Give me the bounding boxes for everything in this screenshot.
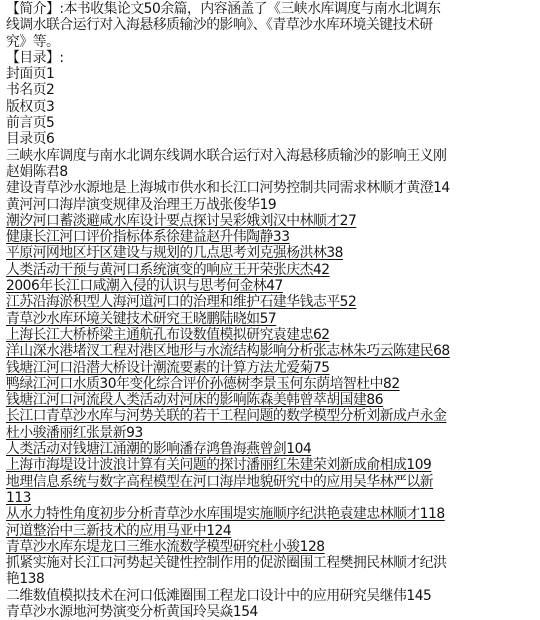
toc-entry: 青草沙水库东堤龙口三维水流数学模型研究杜小骏128 xyxy=(6,538,325,555)
toc-entry: 黄河河口海岸演变规律及治理王万战张俊华19 xyxy=(6,196,277,213)
toc-entry: 上海市海堤设计波浪计算有关问题的探讨潘丽红朱建荣刘新成俞相成109 xyxy=(6,457,432,474)
toc-entry: 三峡水库调度与南水北调东线调水联合运行对入海悬移质输沙的影响王义刚 xyxy=(6,147,447,164)
toc-entry: 平原河网地区圩区建设与规划的几点思考刘克强杨洪林38 xyxy=(6,245,343,262)
intro-line: 【简介】:本书收集论文50余篇，内容涵盖了《三峡水库调度与南水北调东 xyxy=(6,1,441,17)
toc-entry: 目录页6 xyxy=(6,131,55,148)
toc-entry: 青草沙水库环境关键技术研究王晓鹏陆晓如57 xyxy=(6,310,277,327)
intro-paragraph xyxy=(6,1,530,50)
intro-line: 线调水联合运行对入海悬移质输沙的影响》、《青草沙水库环境关键技术研 xyxy=(6,17,433,34)
toc-entry: 长江口青草沙水库与河势关联的若干工程问题的数学模型分析刘新成卢永金 xyxy=(6,408,447,425)
toc-entry: 杜小骏潘丽红张景新93 xyxy=(6,424,143,441)
toc-entry: 人类活动对钱塘江涌潮的影响潘存鸿鲁海燕曾剑104 xyxy=(6,441,312,458)
toc-entry: 上海长江大桥桥梁主通航孔布设数值模拟研究袁建忠62 xyxy=(6,326,330,343)
toc-entry: 赵娟陈君8 xyxy=(6,163,68,180)
toc-entry: 建设青草沙水源地是上海城市供水和长江口河势控制共同需求林顺才黄澄14 xyxy=(6,180,450,197)
toc-entry: 从水力特性角度初步分析青草沙水库围堤实施顺序纪洪艳袁建忠林顺才118 xyxy=(6,506,445,523)
book-description xyxy=(6,1,530,620)
toc-entry: 河道整治中三新技术的应用马亚中124 xyxy=(6,522,232,539)
toc-entry: 113 xyxy=(6,489,31,506)
toc-entry: 前言页5 xyxy=(6,115,55,132)
toc-heading: 【目录】: xyxy=(6,49,64,66)
table-of-contents xyxy=(6,66,530,620)
toc-entry: 钱塘江河口河流段人类活动对河床的影响陈森美韩曾萃胡国建86 xyxy=(6,392,384,409)
toc-entry: 洋山深水港堵汊工程对港区地形与水流结构影响分析张志林朱巧云陈建民68 xyxy=(6,343,450,360)
toc-entry: 版权页3 xyxy=(6,98,55,115)
intro-line: 究》等。 xyxy=(6,33,60,50)
toc-entry: 钱塘江河口沿潜大桥设计潮流要素的计算方法尤爱菊75 xyxy=(6,359,330,376)
toc-entry: 人类活动干预与黄河口系统演变的响应王开荣张庆杰42 xyxy=(6,261,330,278)
toc-entry: 健康长江河口评价指标体系徐建益赵升伟陶静33 xyxy=(6,229,290,246)
toc-entry: 抓紧实施对长江口河势起关键性控制作用的促淤圈围工程樊拥民林顺才纪洪 xyxy=(6,555,447,572)
toc-entry: 江苏沿海淤积型人海河道河口的治理和维护石建华钱志平52 xyxy=(6,294,357,311)
toc-entry: 2006年长江口咸潮入侵的认识与思考何金林47 xyxy=(6,278,283,295)
toc-entry: 二维数值模拟技术在河口低滩圈围工程龙口设计中的应用研究吴继伟145 xyxy=(6,587,432,604)
toc-entry: 封面页1 xyxy=(6,66,55,83)
toc-entry: 地理信息系统与数字高程模型在河口海岸地貌研究中的应用吴华林严以新 xyxy=(6,473,434,490)
toc-entry: 潮汐河口蓄淡避咸水库设计要点探讨吴彩娥刘汉中林顺才27 xyxy=(6,212,357,229)
toc-entry: 青草沙水源地河势演变分析黄国玲吴焱154 xyxy=(6,603,258,620)
toc-entry: 书名页2 xyxy=(6,82,55,99)
toc-entry: 鸭绿江河口水质30年变化综合评价孙德树李景玉何东荫培智杜中82 xyxy=(6,375,400,392)
toc-entry: 艳138 xyxy=(6,571,45,588)
